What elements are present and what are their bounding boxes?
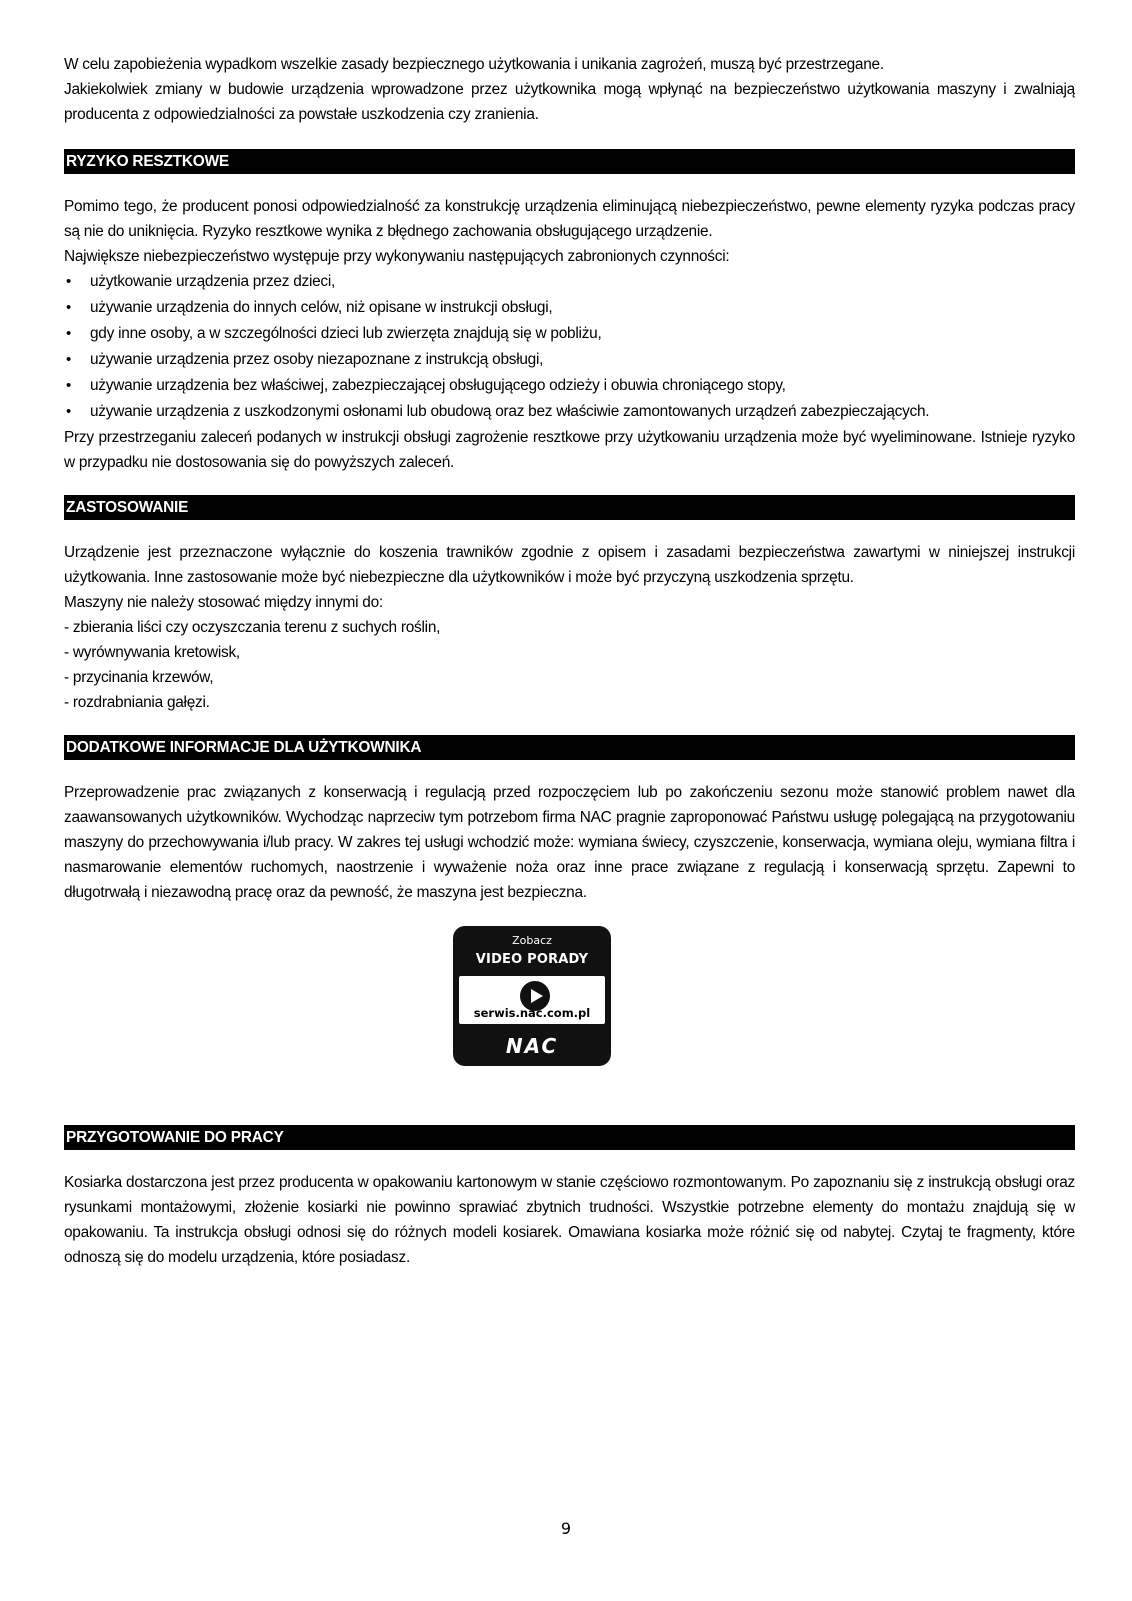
section-header-usage: ZASTOSOWANIE bbox=[64, 495, 1075, 520]
list-item: • użytkowanie urządzenia przez dzieci, bbox=[64, 269, 1075, 295]
residual-bullet-list bbox=[64, 269, 1075, 425]
residual-paragraph-1: Pomimo tego, że producent ponosi odpowiedzialność za konstrukcję urządzenia eliminującą niebezpieczeństwo, pewne elementy ryzyka podczas pracy są nie do uniknięcia. Ryzyko resztkowe wynika z błędnego zachowania obsługującego urządzenie. bbox=[64, 198, 1075, 240]
intro-paragraph-1: W celu zapobieżenia wypadkom wszelkie zasady bezpiecznego użytkowania i unikania zagrożeń, muszą być przestrzegane. bbox=[64, 56, 884, 73]
list-item: • używanie urządzenia do innych celów, niż opisane w instrukcji obsługi, bbox=[64, 295, 1075, 321]
list-item: • używanie urządzenia z uszkodzonymi osłonami lub obudową oraz bez właściwie zamontowanych urządzeń zabezpieczających. bbox=[64, 399, 1075, 425]
section-header-preparation: PRZYGOTOWANIE DO PRACY bbox=[64, 1125, 1075, 1150]
badge-background bbox=[453, 926, 611, 1066]
residual-paragraph-2: Największe niebezpieczeństwo występuje przy wykonywaniu następujących zabronionych czynności: bbox=[64, 248, 730, 265]
prep-section bbox=[64, 1125, 1075, 1270]
video-tips-badge[interactable] bbox=[453, 926, 611, 1066]
residual-paragraph-3: Przy przestrzeganiu zaleceń podanych w instrukcji obsługi zagrożenie resztkowe przy użytkowaniu urządzenia może być wyeliminowane. Istnieje ryzyko w przypadku nie dostosowania się do powyższych zaleceń. bbox=[64, 429, 1075, 471]
info-paragraph-1: Przeprowadzenie prac związanych z konserwacją i regulacją przed rozpoczęciem lub po zakończeniu sezonu może stanowić problem nawet dla zaawansowanych użytkowników. Wychodząc naprzeciw tym potrzebom firma NAC pragnie zaproponować Państwu usługę polegającą na przygotowaniu maszyny do przechowywania i/lub pracy. W zakres tej usługi wchodzić może: wymiana świecy, czyszczenie, konserwacja, wymiana oleju, wymiana filtra i nasmarowanie elementów ruchomych, naostrzenie i wyważenie noża oraz inne prace związane z regulacją i konserwacją sprzętu. Zapewni to długotrwałą i niezawodną pracę oraz da pewność, że maszyna jest bezpieczna. bbox=[64, 784, 1075, 901]
list-item: - przycinania krzewów, bbox=[64, 669, 214, 686]
badge-white-panel bbox=[459, 976, 605, 1024]
list-item: • gdy inne osoby, a w szczególności dzieci lub zwierzęta znajdują się w pobliżu, bbox=[64, 321, 1075, 347]
page-number: 9 bbox=[560, 1519, 572, 1538]
badge-line-2: VIDEO PORADY bbox=[475, 952, 589, 967]
prep-paragraph-1: Kosiarka dostarczona jest przez producenta w opakowaniu kartonowym w stanie częściowo rozmontowanym. Po zapoznaniu się z instrukcją obsługi oraz rysunkami montażowymi, złożenie kosiarki nie powinno sprawiać zbytnich trudności. Wszystkie potrzebne elementy do montażu znajdują się w opakowaniu. Ta instrukcja obsługi odnosi się do różnych modeli kosiarek. Omawiana kosiarka może różnić się od nabytej. Czytaj te fragmenty, które odnoszą się do modelu urządzenia, które posiadasz. bbox=[64, 1174, 1075, 1266]
list-item: - rozdrabniania gałęzi. bbox=[64, 694, 210, 711]
nac-logo: NAC bbox=[505, 1034, 559, 1058]
list-item: • używanie urządzenia przez osoby niezapoznane z instrukcją obsługi, bbox=[64, 347, 1075, 373]
section-header-additional-info: DODATKOWE INFORMACJE DLA UŻYTKOWNIKA bbox=[64, 735, 1075, 760]
usage-paragraph-1: Urządzenie jest przeznaczone wyłącznie do koszenia trawników zgodnie z opisem i zasadami bezpieczeństwa zawartymi w niniejszej instrukcji użytkowania. Inne zastosowanie może być niebezpieczne dla użytkowników i może być przyczyną uszkodzenia sprzętu. bbox=[64, 544, 1075, 586]
badge-line-1: Zobacz bbox=[512, 934, 552, 947]
badge-url: serwis.nac.com.pl bbox=[473, 1006, 591, 1020]
usage-paragraph-2: Maszyny nie należy stosować między innymi do: bbox=[64, 594, 383, 611]
list-item: - zbierania liści czy oczyszczania terenu z suchych roślin, bbox=[64, 619, 441, 636]
list-item: • używanie urządzenia bez właściwej, zabezpieczającej obsługującego odzieży i obuwia chroniącego stopy, bbox=[64, 373, 1075, 399]
document-page bbox=[64, 52, 1075, 905]
section-header-residual-risk: RYZYKO RESZTKOWE bbox=[64, 149, 1075, 174]
list-item: - wyrównywania kretowisk, bbox=[64, 644, 240, 661]
intro-paragraph-2: Jakiekolwiek zmiany w budowie urządzenia wprowadzone przez użytkownika mogą wpłynąć na bezpieczeństwo użytkowania maszyny i zwalniają producenta z odpowiedzialności za powstałe uszkodzenia czy zranienia. bbox=[64, 81, 1075, 123]
usage-dash-list bbox=[64, 615, 1075, 715]
